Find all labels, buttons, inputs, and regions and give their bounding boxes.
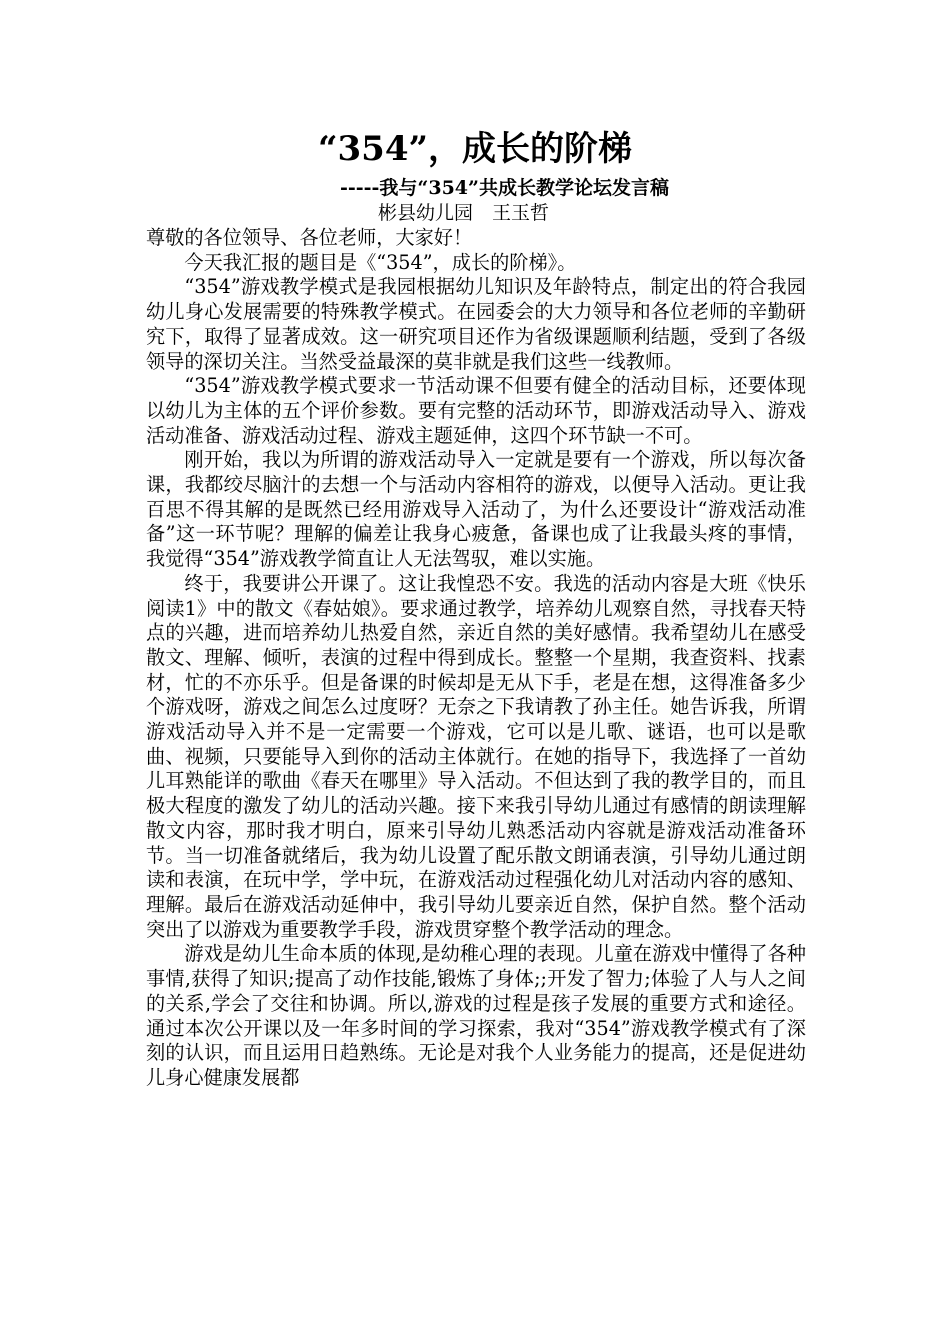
paragraph-initial-confusion: 刚开始，我以为所谓的游戏活动导入一定就是要有一个游戏，所以每次备课，我都绞尽脑汁的去想一个与活动内容相符的游戏，以便导入活动。更让我百思不得其解的是既然已经用游戏导入活动了，为什么还要设计“游戏活动准备”这一环节呢？理解的偏差让我身心疲惫，备课也成了让我最头疼的事情，我觉得“354”游戏教学简直让人无法驾驭，难以实施。 — [146, 448, 806, 571]
paragraph-model-overview: “354”游戏教学模式是我园根据幼儿知识及年龄特点，制定出的符合我园幼儿身心发展需要的特殊教学模式。在园委会的大力领导和各位老师的辛勤研究下，取得了显著成效。这一研究项目还作为省级课题顺利结题，受到了各级领导的深切关注。当然受益最深的莫非就是我们这些一线教师。 — [146, 275, 806, 373]
document-title: “354”，成长的阶梯 — [317, 129, 633, 169]
paragraph-open-class: 终于，我要讲公开课了。这让我惶恐不安。我选的活动内容是大班《快乐阅读1》中的散文《春姑娘》。要求通过教学，培养幼儿观察自然，寻找春天特点的兴趣，进而培养幼儿热爱自然，亲近自然的美好感情。我希望幼儿在感受散文、理解、倾听，表演的过程中得到成长。整整一个星期，我查资料、找素材，忙的不亦乐乎。但是备课的时候却是无从下手，老是在想，这得准备多少个游戏呀，游戏之间怎么过度呀？无奈之下我请教了孙主任。她告诉我，所谓游戏活动导入并不是一定需要一个游戏，它可以是儿歌、谜语，也可以是歌曲、视频，只要能导入到你的活动主体就行。在她的指导下，我选择了一首幼儿耳熟能详的歌曲《春天在哪里》导入活动。不但达到了我的教学目的，而且极大程度的激发了幼儿的活动兴趣。接下来我引导幼儿通过有感情的朗读理解散文内容，那时我才明白，原来引导幼儿熟悉活动内容就是游戏活动准备环节。当一切准备就绪后，我为幼儿设置了配乐散文朗诵表演，引导幼儿通过朗读和表演，在玩中学，学中玩，在游戏活动过程强化幼儿对活动内容的感知、理解。最后在游戏活动延伸中，我引导幼儿要亲近自然，保护自然。整个活动突出了以游戏为重要教学手段，游戏贯穿整个教学活动的理念。 — [146, 571, 806, 941]
document-body — [146, 226, 806, 1091]
document-author: 彬县幼儿园 王玉哲 — [378, 202, 550, 224]
paragraph-game-value: 游戏是幼儿生命本质的体现,是幼稚心理的表现。儿童在游戏中懂得了各种事情,获得了知识;提高了动作技能,锻炼了身体;;开发了智力;体验了人与人之间的关系,学会了交往和协调。所以,游戏的过程是孩子发展的重要方式和途径。通过本次公开课以及一年多时间的学习探索，我对“354”游戏教学模式有了深刻的认识，而且运用日趋熟练。无论是对我个人业务能力的提高，还是促进幼儿身心健康发展都 — [146, 942, 806, 1089]
paragraph-model-requirements: “354”游戏教学模式要求一节活动课不但要有健全的活动目标，还要体现以幼儿为主体的五个评价参数。要有完整的活动环节，即游戏活动导入、游戏活动准备、游戏活动过程、游戏主题延伸，这四个环节缺一不可。 — [146, 374, 806, 447]
salutation: 尊敬的各位领导、各位老师，大家好！ — [146, 226, 473, 249]
paragraph-intro: 今天我汇报的题目是《“354”，成长的阶梯》。 — [184, 250, 577, 274]
document-subtitle: -----我与“354”共成长教学论坛发言稿 — [340, 177, 669, 199]
